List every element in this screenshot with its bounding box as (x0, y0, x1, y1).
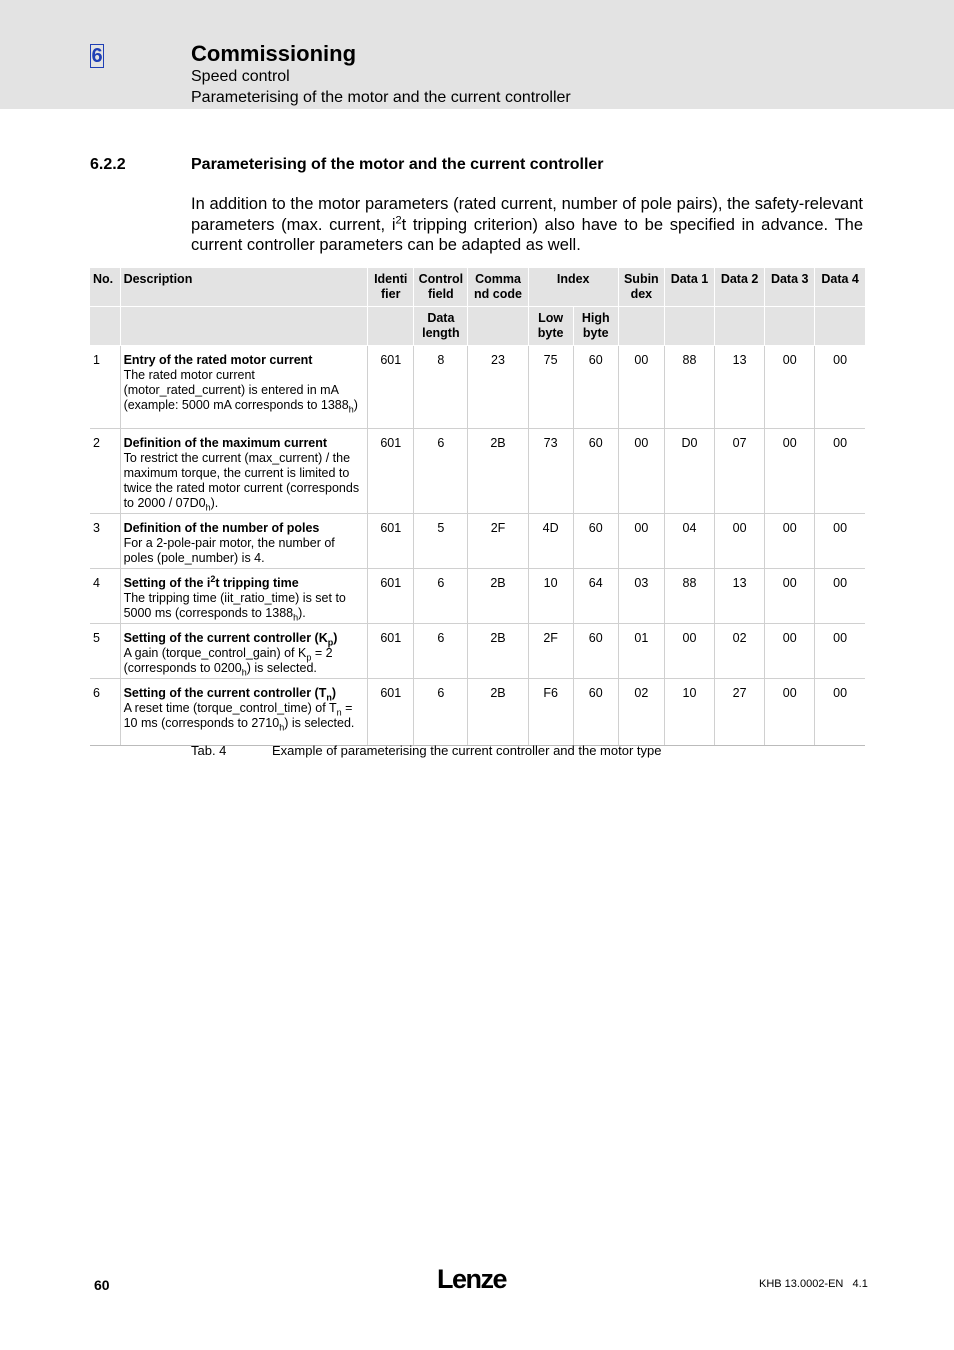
cell-description (120, 569, 368, 624)
cell-description (120, 624, 368, 679)
row-text-sub: h (293, 612, 299, 623)
cell-data-length: 5 (414, 514, 468, 569)
row-text-sub-2: h (279, 722, 285, 733)
cell-data4: 00 (815, 624, 865, 679)
subheader-empty (468, 307, 528, 346)
cell-data2: 27 (715, 679, 765, 746)
cell-identifier: 601 (368, 514, 414, 569)
cell-high-byte: 64 (573, 569, 618, 624)
col-header-data3: Data 3 (765, 268, 815, 307)
cell-data3: 00 (765, 514, 815, 569)
row-title-sub: n (326, 692, 332, 703)
row-title-sup: 2 (210, 573, 216, 584)
col-header-description: Description (120, 268, 368, 307)
cell-data1: 88 (664, 346, 714, 429)
cell-subindex: 00 (618, 429, 664, 514)
cell-subindex: 00 (618, 346, 664, 429)
table-row (90, 679, 865, 746)
row-title-1: Setting of the i (123, 576, 211, 590)
cell-identifier: 601 (368, 679, 414, 746)
subheader-empty (618, 307, 664, 346)
cell-no: 1 (90, 346, 120, 429)
table-row (90, 624, 865, 679)
intro-text-2: t tripping criterion) also have to be specified in advance. The current controller parameters can be adapted as well. (191, 215, 864, 254)
row-title-2: t tripping time (215, 576, 299, 590)
intro-paragraph (191, 194, 863, 256)
cell-command-code: 2B (468, 569, 528, 624)
cell-low-byte: F6 (528, 679, 573, 746)
intro-sup: 2 (395, 214, 402, 226)
intro-text-1: In addition to the motor parameters (rated current, number of pole pairs), the safety-relevant parameters (max. current, i (191, 195, 863, 234)
row-text-tail: ). (210, 496, 219, 510)
row-text-1: A gain (torque_control_gain) of K (123, 646, 307, 660)
table-caption-text: Example of parameterising the current controller and the motor type (272, 743, 662, 758)
subheader-empty (90, 307, 120, 346)
subheader-empty (765, 307, 815, 346)
col-header-control-field: Control field (414, 268, 468, 307)
cell-subindex: 00 (618, 514, 664, 569)
row-title: Definition of the number of poles (123, 521, 320, 535)
cell-data3: 00 (765, 624, 815, 679)
cell-description (120, 514, 368, 569)
cell-command-code: 2B (468, 679, 528, 746)
row-text-tail: ). (298, 606, 306, 620)
cell-data1: 00 (664, 624, 714, 679)
cell-command-code: 2B (468, 429, 528, 514)
cell-high-byte: 60 (573, 429, 618, 514)
subheader-empty (664, 307, 714, 346)
cell-low-byte: 10 (528, 569, 573, 624)
cell-high-byte: 60 (573, 346, 618, 429)
table-caption-label: Tab. 4 (191, 743, 227, 758)
row-title-2: ) (331, 686, 337, 700)
row-text: To restrict the current (max_current) / the maximum torque, the current is limited to twice the rated motor current (corresponds to 2000 / 07D0 (123, 451, 360, 510)
cell-data4: 00 (815, 679, 865, 746)
parameter-table (90, 268, 865, 746)
section-number: 6.2.2 (90, 156, 126, 173)
cell-low-byte: 4D (528, 514, 573, 569)
cell-low-byte: 2F (528, 624, 573, 679)
subheader-empty (715, 307, 765, 346)
cell-identifier: 601 (368, 624, 414, 679)
document-reference: KHB 13.0002-EN 4.1 (759, 1278, 868, 1290)
row-text: The tripping time (iit_ratio_time) is set to 5000 ms (corresponds to 1388 (123, 591, 346, 620)
cell-data-length: 6 (414, 569, 468, 624)
row-text-sub-1: n (336, 707, 342, 718)
cell-data4: 00 (815, 514, 865, 569)
cell-data3: 00 (765, 679, 815, 746)
cell-data1: D0 (664, 429, 714, 514)
header-subtitle-1: Speed control (191, 68, 290, 85)
cell-command-code: 2F (468, 514, 528, 569)
row-text-sub-2: h (241, 667, 247, 678)
section-title: Parameterising of the motor and the current controller (191, 156, 604, 173)
cell-command-code: 23 (468, 346, 528, 429)
row-title (124, 631, 365, 646)
col-header-no: No. (90, 268, 120, 307)
cell-identifier: 601 (368, 429, 414, 514)
cell-data4: 00 (815, 429, 865, 514)
col-header-command-code: Comma nd code (468, 268, 528, 307)
row-title-sub: p (327, 637, 334, 648)
row-title: Definition of the maximum current (123, 436, 328, 450)
row-text: The rated motor current (motor_rated_current) is entered in mA (example: 5000 mA corresponds to 1388 (123, 368, 349, 412)
table-row (90, 429, 865, 514)
lenze-logo: Lenze (437, 1264, 507, 1294)
cell-low-byte: 73 (528, 429, 573, 514)
cell-data4: 00 (815, 346, 865, 429)
row-title: Entry of the rated motor current (123, 353, 313, 367)
cell-description (120, 429, 368, 514)
cell-no: 4 (90, 569, 120, 624)
cell-no: 5 (90, 624, 120, 679)
col-header-data-length: Data length (414, 307, 468, 346)
cell-high-byte: 60 (573, 679, 618, 746)
col-header-index: Index (528, 268, 618, 307)
header-subtitle-2: Parameterising of the motor and the current controller (191, 89, 571, 106)
cell-data-length: 8 (414, 346, 468, 429)
row-title (123, 573, 365, 591)
row-text-2: = 10 ms (corresponds to 2710 (123, 701, 353, 730)
cell-data2: 00 (715, 514, 765, 569)
col-header-data4: Data 4 (815, 268, 865, 307)
cell-description (120, 679, 368, 746)
cell-data-length: 6 (414, 624, 468, 679)
cell-no: 6 (90, 679, 120, 746)
cell-identifier: 601 (368, 346, 414, 429)
cell-data3: 00 (765, 569, 815, 624)
row-text-3: ) is selected. (284, 716, 355, 730)
cell-data2: 13 (715, 346, 765, 429)
cell-data-length: 6 (414, 679, 468, 746)
col-header-high-byte: High byte (573, 307, 618, 346)
cell-no: 3 (90, 514, 120, 569)
table-row (90, 514, 865, 569)
row-text-sub: h (205, 502, 211, 513)
row-title-1: Setting of the current controller (T (123, 686, 327, 700)
chapter-number-link[interactable]: 6 (91, 45, 103, 67)
row-title-1: Setting of the current controller (K (123, 631, 328, 645)
cell-data2: 02 (715, 624, 765, 679)
row-text-2: = 2 (corresponds to 0200 (123, 646, 333, 675)
chapter-title: Commissioning (191, 41, 357, 66)
cell-data3: 00 (765, 429, 815, 514)
cell-data3: 00 (765, 346, 815, 429)
row-text: For a 2-pole-pair motor, the number of poles (pole_number) is 4. (123, 536, 335, 565)
cell-data4: 00 (815, 569, 865, 624)
col-header-identifier: Identi fier (368, 268, 414, 307)
row-text-tail: ) (353, 398, 358, 412)
cell-command-code: 2B (468, 624, 528, 679)
cell-subindex: 01 (618, 624, 664, 679)
cell-subindex: 02 (618, 679, 664, 746)
subheader-empty (815, 307, 865, 346)
row-title (124, 686, 365, 701)
cell-data1: 10 (664, 679, 714, 746)
cell-no: 2 (90, 429, 120, 514)
subheader-empty (368, 307, 414, 346)
col-header-data1: Data 1 (664, 268, 714, 307)
col-header-low-byte: Low byte (528, 307, 573, 346)
subheader-empty (120, 307, 368, 346)
cell-identifier: 601 (368, 569, 414, 624)
table-row (90, 569, 865, 624)
row-text-1: A reset time (torque_control_time) of T (123, 701, 337, 715)
cell-data2: 13 (715, 569, 765, 624)
row-text-3: ) is selected. (246, 661, 317, 675)
row-text-sub-1: p (306, 652, 312, 663)
row-text-sub: h (348, 404, 354, 415)
col-header-subindex: Subin dex (618, 268, 664, 307)
cell-data1: 88 (664, 569, 714, 624)
cell-data2: 07 (715, 429, 765, 514)
cell-high-byte: 60 (573, 624, 618, 679)
cell-description (120, 346, 368, 429)
table-row (90, 346, 865, 429)
page-number: 60 (94, 1277, 110, 1293)
cell-data1: 04 (664, 514, 714, 569)
cell-high-byte: 60 (573, 514, 618, 569)
cell-subindex: 03 (618, 569, 664, 624)
cell-low-byte: 75 (528, 346, 573, 429)
col-header-data2: Data 2 (715, 268, 765, 307)
row-title-2: ) (333, 631, 338, 645)
cell-data-length: 6 (414, 429, 468, 514)
